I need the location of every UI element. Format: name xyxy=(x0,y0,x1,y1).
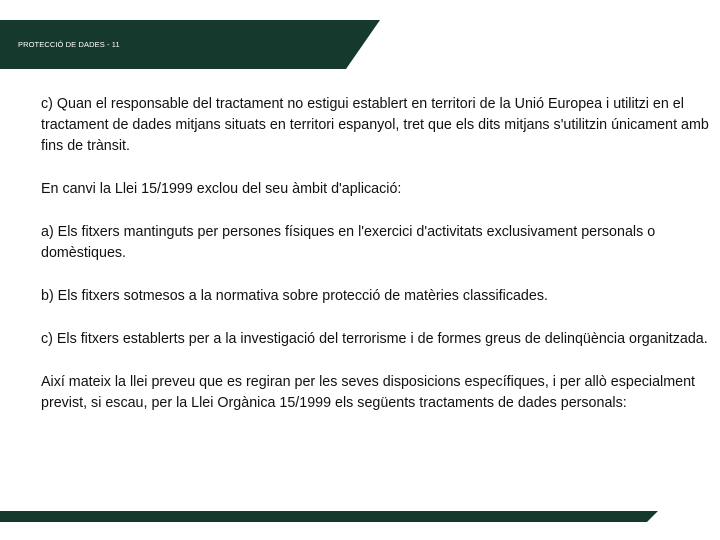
paragraph-exclusions-intro: En canvi la Llei 15/1999 exclou del seu àmbit d'aplicació: xyxy=(41,181,402,197)
paragraph-exclusion-classified: b) Els fitxers sotmesos a la normativa sobre protecció de matèries classificades. xyxy=(41,288,548,304)
paragraph-scope-transit: c) Quan el responsable del tractament no estigui establert en territori de la Unió Europea i utilitzi en el tractament de dades mitjans situats en territori espanyol, tret que els dits mitjans s'utilitzin únicament amb fins de trànsit. xyxy=(41,96,709,154)
footer-band xyxy=(0,511,658,522)
slide-body xyxy=(41,94,709,436)
paragraph-exclusion-personal: a) Els fitxers mantinguts per persones físiques en l'exercici d'activitats exclusivament personals o domèstiques. xyxy=(41,224,656,261)
slide-header-label: PROTECCIÓ DE DADES - 11 xyxy=(18,40,120,49)
paragraph-specific-regimes: Així mateix la llei preveu que es regiran per les seves disposicions específiques, i per allò especialment previst, si escau, per la Llei Orgànica 15/1999 els següents tractaments de dades personals: xyxy=(41,374,696,411)
paragraph-exclusion-terrorism: c) Els fitxers establerts per a la investigació del terrorisme i de formes greus de delinqüència organitzada. xyxy=(41,331,708,347)
